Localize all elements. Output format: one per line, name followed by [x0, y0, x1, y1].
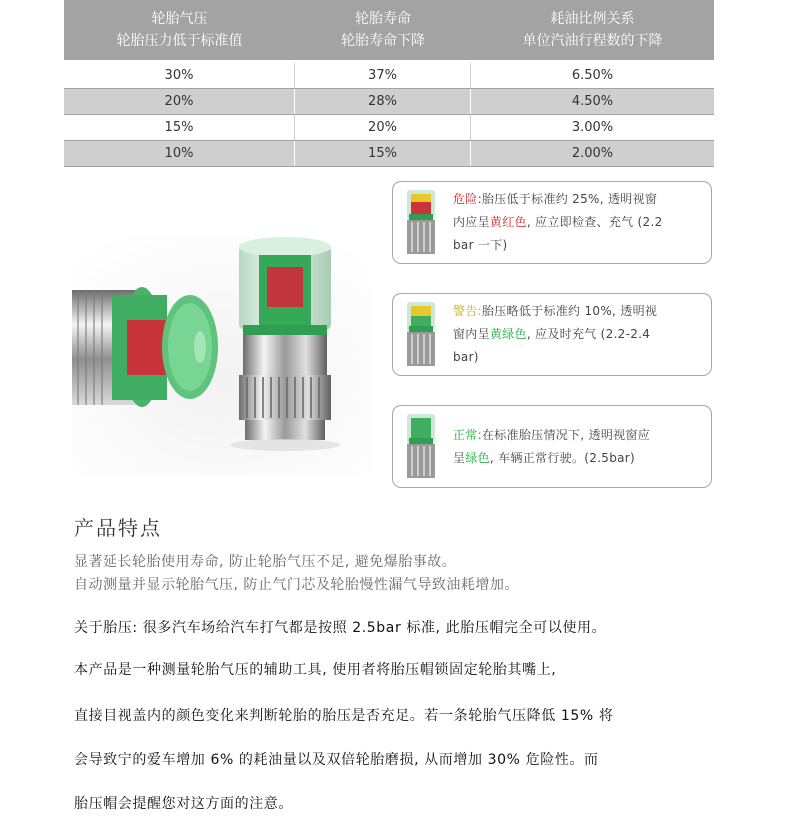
table-header-fuel: 耗油比例关系 单位汽油行程数的下降	[522, 11, 663, 49]
status-box-warning	[392, 293, 712, 376]
valve-cap-yellow-icon	[403, 300, 439, 370]
table-cell: 10%	[64, 141, 295, 166]
table-header-pressure: 轮胎气压 轮胎压力低于标准值	[116, 11, 243, 49]
table-row	[64, 115, 714, 141]
tire-valve-cap-photo	[72, 235, 372, 475]
feature-line: 显著延长轮胎使用寿命, 防止轮胎气压不足, 避免爆胎事故。	[74, 554, 457, 570]
table-header-tire-life: 轮胎寿命 轮胎寿命下降	[341, 11, 425, 49]
table-cell: 37%	[295, 63, 471, 88]
paragraph-line: 本产品是一种测量轮胎气压的辅助工具, 使用者将胎压帽锁固定轮胎其嘴上,	[74, 662, 557, 678]
paragraph-line: 胎压帽会提醒您对这方面的注意。	[74, 796, 293, 812]
table-cell: 3.00%	[571, 120, 614, 135]
danger-color-word: 黄红色	[489, 215, 527, 229]
paragraph-line: 直接目视盖内的颜色变化来判断轮胎的胎压是否充足。若一条轮胎气压降低 15% 将	[74, 708, 614, 724]
table-cell: 20%	[295, 115, 471, 140]
valve-cap-red-icon	[403, 188, 439, 258]
feature-line: 自动测量并显示轮胎气压, 防止气门芯及轮胎慢性漏气导致油耗增加。	[74, 577, 519, 593]
table-cell: 6.50%	[571, 68, 614, 83]
status-box-danger	[392, 181, 712, 264]
table-cell: 15%	[64, 115, 295, 140]
danger-label: 危险:	[453, 192, 482, 206]
normal-label: 正常:	[453, 428, 482, 442]
table-cell: 28%	[295, 89, 471, 114]
table-cell: 20%	[64, 89, 295, 114]
table-cell: 2.00%	[571, 146, 614, 161]
paragraph-line: 会导致宁的爱车增加 6% 的耗油量以及双倍轮胎磨损, 从而增加 30% 危险性。而	[74, 752, 599, 768]
features-title: 产品特点	[74, 516, 162, 540]
table-cell: 30%	[64, 63, 295, 88]
status-text-normal: 正常:在标准胎压情况下, 透明视窗应 呈绿色, 车辆正常行驶。(2.5bar)	[453, 428, 651, 465]
warning-label: 警告:	[453, 304, 482, 318]
status-text-warning: 警告:胎压略低于标准约 10%, 透明视 窗内呈黄绿色, 应及时充气 (2.2-2.4 bar)	[453, 304, 658, 364]
valve-cap-green-icon	[403, 412, 439, 482]
table-row	[64, 63, 714, 89]
table-cell: 15%	[295, 141, 471, 166]
table-row	[64, 89, 714, 115]
status-box-normal	[392, 405, 712, 488]
pressure-comparison-table	[64, 0, 714, 167]
normal-color-word: 绿色	[465, 451, 490, 465]
table-cell: 4.50%	[571, 94, 614, 109]
table-row	[64, 141, 714, 167]
table-header-row	[64, 0, 714, 60]
warning-color-word: 黄绿色	[489, 327, 527, 341]
paragraph-line: 关于胎压: 很多汽车场给汽车打气都是按照 2.5bar 标准, 此胎压帽完全可以使用。	[74, 620, 607, 636]
status-text-danger: 危险:胎压低于标准约 25%, 透明视窗 内应呈黄红色, 应立即检查、充气 (2.2 bar 一下)	[453, 192, 663, 252]
